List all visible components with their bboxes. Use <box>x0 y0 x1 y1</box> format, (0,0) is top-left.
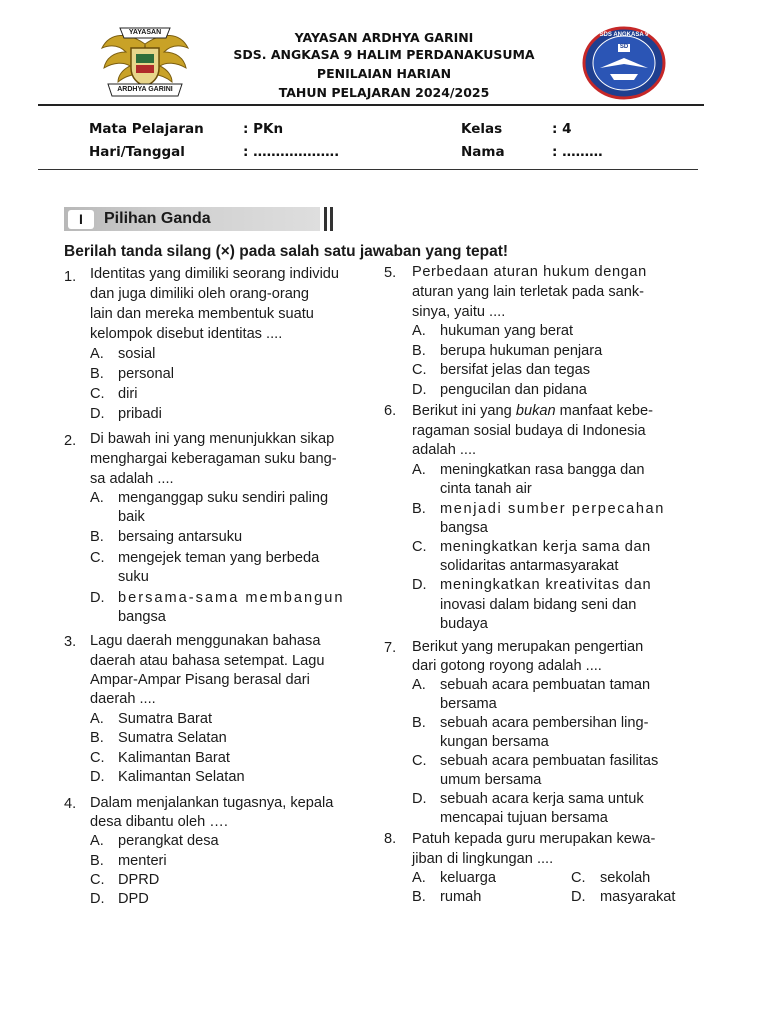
section-title: Pilihan Ganda <box>104 210 211 227</box>
class-value: : 4 <box>552 121 572 137</box>
question-text-line: daerah .... <box>90 691 156 707</box>
question-text-line: menghargai keberagaman suku bang- <box>90 451 337 467</box>
section-bars <box>324 207 338 231</box>
right-logo <box>582 26 666 100</box>
question-number: 8. <box>384 831 397 847</box>
name-value: : ……… <box>552 144 603 160</box>
question-text-line: jiban di lingkungan .... <box>412 851 554 867</box>
question-number: 7. <box>384 640 397 656</box>
left-logo-bottom-text: ARDHYA GARINI <box>117 86 173 93</box>
instruction: Berilah tanda silang (×) pada salah satu jawaban yang tepat! <box>64 243 509 260</box>
question-text-line: adalah .... <box>412 442 477 458</box>
question-text-line: sinya, yaitu .... <box>412 304 506 320</box>
header-foundation: YAYASAN ARDHYA GARINI <box>294 30 474 45</box>
question-text-line: kelompok disebut identitas .... <box>90 326 283 342</box>
question-text-line: Dalam menjalankan tugasnya, kepala <box>90 795 334 811</box>
right-logo-badge: SD <box>619 44 629 50</box>
question-text-line: Patuh kepada guru merupakan kewa- <box>412 831 656 847</box>
question-number: 1. <box>64 269 77 285</box>
question-text-line: Di bawah ini yang menunjukkan sikap <box>90 431 335 447</box>
question-text-line: dari gotong royong adalah .... <box>412 658 602 674</box>
date-value: : ………………. <box>243 144 340 160</box>
question-number: 4. <box>64 796 77 812</box>
question-text-line: ragaman sosial budaya di Indonesia <box>412 423 646 439</box>
info-divider <box>38 169 698 170</box>
question-text-line: Berikut yang merupakan pengertian <box>412 639 644 655</box>
section-number: I <box>68 210 94 229</box>
question-text-line: lain dan mereka membentuk suatu <box>90 306 314 322</box>
question-text-line: daerah atau bahasa setempat. Lagu <box>90 653 325 669</box>
question-text-line: Perbedaan aturan hukum dengan <box>412 264 647 280</box>
question-text-line: aturan yang lain terletak pada sank- <box>412 284 645 300</box>
question-number: 3. <box>64 634 77 650</box>
header-school-year: TAHUN PELAJARAN 2024/2025 <box>278 85 490 100</box>
question-text-line: Ampar-Ampar Pisang berasal dari <box>90 672 310 688</box>
subject-label: Mata Pelajaran <box>89 121 204 137</box>
date-label: Hari/Tanggal <box>89 144 185 160</box>
subject-value: : PKn <box>243 121 284 137</box>
question-text-line: Lagu daerah menggunakan bahasa <box>90 633 321 649</box>
header-assessment: PENILAIAN HARIAN <box>316 66 452 81</box>
question-text-line: Berikut ini yang bukan manfaat kebe- <box>412 403 653 419</box>
right-logo-top-text: SDS ANGKASA 9 <box>599 32 649 38</box>
question-text-line: sa adalah .... <box>90 471 174 487</box>
question-text-line: desa dibantu oleh …. <box>90 814 228 830</box>
left-logo-top-text: YAYASAN <box>128 29 162 36</box>
class-label: Kelas <box>461 121 503 137</box>
question-text-line: Identitas yang dimiliki seorang individu <box>90 266 340 282</box>
question-number: 5. <box>384 265 397 281</box>
header-divider <box>38 104 704 106</box>
question-number: 6. <box>384 403 397 419</box>
question-text-line: dan juga dimiliki oleh orang-orang <box>90 286 310 302</box>
name-label: Nama <box>461 144 505 160</box>
question-number: 2. <box>64 433 77 449</box>
emphasis-text: bukan <box>515 403 556 419</box>
header-school: SDS. ANGKASA 9 HALIM PERDANAKUSUMA <box>233 47 535 62</box>
